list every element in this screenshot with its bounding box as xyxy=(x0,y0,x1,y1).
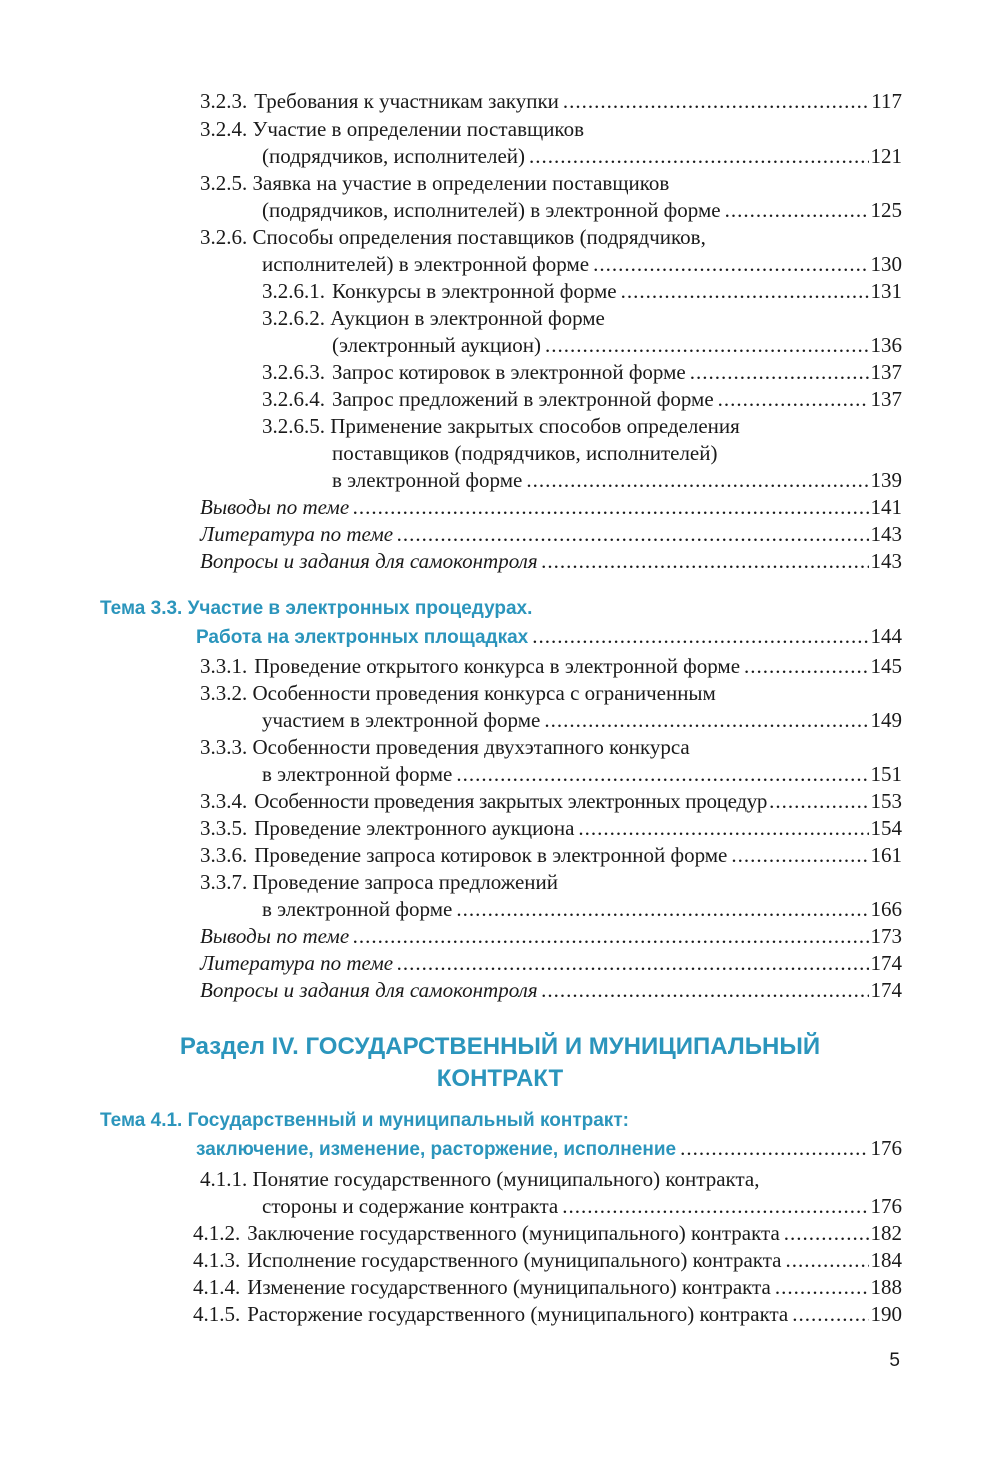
toc-entry-4-1-2 xyxy=(193,1218,902,1248)
entry-title: Требования к участникам закупки xyxy=(254,89,559,113)
entry-number: 3.2.3. xyxy=(200,89,248,113)
entry-number: 3.2.5. xyxy=(200,171,248,195)
toc-entry-3-2-6-5-cont2 xyxy=(332,465,902,495)
entry-title-continued: (подрядчиков, исполнителей) xyxy=(262,144,526,168)
topic-4-1-heading xyxy=(100,1106,629,1136)
toc-conclusions-3-3 xyxy=(200,921,902,951)
toc-entry-3-2-6-5-cont1 xyxy=(332,438,717,468)
entry-title: Участие в определении поставщиков xyxy=(252,117,584,141)
toc-entry-3-2-6-5 xyxy=(262,411,740,441)
entry-page: 154 xyxy=(870,816,902,840)
dot-leader xyxy=(769,786,868,816)
entry-number: 3.2.6.4. xyxy=(262,387,325,411)
entry-title-continued: участием в электронной форме xyxy=(262,708,541,732)
toc-questions-3-2 xyxy=(200,546,902,576)
toc-entry-3-2-6-3 xyxy=(262,357,902,387)
toc-entry-3-2-6-2-cont xyxy=(332,330,902,360)
entry-page: 125 xyxy=(870,198,902,222)
entry-number: 3.2.6.3. xyxy=(262,360,325,384)
dot-leader xyxy=(545,330,868,360)
dot-leader xyxy=(792,1299,868,1329)
toc-entry-4-1-1 xyxy=(200,1164,759,1194)
entry-title-continued: (подрядчиков, исполнителей) в электронной форме xyxy=(262,198,721,222)
entry-title: Запрос предложений в электронной форме xyxy=(332,387,714,411)
entry-title: Расторжение государственного (муниципального) контракта xyxy=(247,1302,789,1326)
entry-title: Понятие государственного (муниципального) контракта, xyxy=(252,1167,760,1191)
entry-number: 3.3.7. xyxy=(200,870,248,894)
topic-label: Тема 4.1. xyxy=(100,1110,183,1131)
entry-page: 153 xyxy=(870,789,902,813)
dot-leader xyxy=(353,492,868,522)
entry-title: Проведение открытого конкурса в электронной форме xyxy=(254,654,741,678)
entry-page: 121 xyxy=(870,144,902,168)
dot-leader xyxy=(593,249,868,279)
entry-number: 3.2.6.5. xyxy=(262,414,325,438)
entry-number: 3.3.4. xyxy=(200,789,248,813)
entry-page: 188 xyxy=(870,1275,902,1299)
entry-page: 174 xyxy=(870,978,902,1002)
entry-title: Изменение государственного (муниципального) контракта xyxy=(247,1275,771,1299)
toc-entry-3-3-2-cont xyxy=(262,705,902,735)
toc-entry-4-1-3 xyxy=(193,1245,902,1275)
dot-leader xyxy=(725,195,869,225)
dot-leader xyxy=(775,1272,869,1302)
dot-leader xyxy=(784,1218,869,1248)
dot-leader xyxy=(544,705,868,735)
entry-title: Проведение электронного аукциона xyxy=(254,816,575,840)
toc-entry-3-2-6-2 xyxy=(262,303,605,333)
section-title-line-2: КОНТРАКТ xyxy=(436,1065,564,1092)
entry-title: Выводы по теме xyxy=(200,924,350,948)
toc-entry-3-3-6 xyxy=(200,840,902,870)
toc-questions-3-3 xyxy=(200,975,902,1005)
entry-page: 143 xyxy=(870,522,902,546)
topic-title: Участие в электронных процедурах. xyxy=(187,598,533,619)
entry-title: Проведение запроса котировок в электронной форме xyxy=(254,843,728,867)
entry-page: 190 xyxy=(870,1302,902,1326)
entry-title: Особенности проведения закрытых электронных процедур xyxy=(254,789,768,813)
entry-page: 145 xyxy=(870,654,902,678)
entry-title: Способы определения поставщиков (подрядчиков, xyxy=(252,225,706,249)
topic-title-continued: заключение, изменение, расторжение, исполнение xyxy=(196,1139,677,1160)
dot-leader xyxy=(456,759,868,789)
entry-title: Вопросы и задания для самоконтроля xyxy=(200,978,538,1002)
entry-title: Аукцион в электронной форме xyxy=(330,306,605,330)
dot-leader xyxy=(718,384,869,414)
toc-entry-4-1-4 xyxy=(193,1272,902,1302)
toc-entry-3-3-5 xyxy=(200,813,902,843)
entry-number: 3.3.2. xyxy=(200,681,248,705)
toc-entry-3-2-6 xyxy=(200,222,706,252)
toc-entry-3-2-4 xyxy=(200,114,584,144)
entry-title: Литература по теме xyxy=(200,951,394,975)
entry-number: 3.3.5. xyxy=(200,816,248,840)
dot-leader xyxy=(621,276,869,306)
dot-leader xyxy=(731,840,868,870)
entry-title: Конкурсы в электронной форме xyxy=(332,279,617,303)
dot-leader xyxy=(456,894,868,924)
dot-leader xyxy=(744,651,868,681)
toc-entry-3-2-4-cont xyxy=(262,141,902,171)
topic-title-continued: Работа на электронных площадках xyxy=(196,627,529,648)
entry-title: Запрос котировок в электронной форме xyxy=(332,360,686,384)
entry-number: 4.1.1. xyxy=(200,1167,248,1191)
entry-number: 3.2.6.2. xyxy=(262,306,325,330)
entry-title-continued: стороны и содержание контракта xyxy=(262,1194,559,1218)
toc-entry-3-2-6-4 xyxy=(262,384,902,414)
toc-entry-4-1-1-cont xyxy=(262,1191,902,1221)
dot-leader xyxy=(563,86,869,116)
entry-number: 4.1.3. xyxy=(193,1248,241,1272)
toc-literature-3-3 xyxy=(200,948,902,978)
entry-number: 3.3.3. xyxy=(200,735,248,759)
toc-entry-3-2-6-cont xyxy=(262,249,902,279)
entry-title: Заявка на участие в определении поставщиков xyxy=(252,171,670,195)
entry-page: 136 xyxy=(870,333,902,357)
entry-page: 144 xyxy=(870,624,902,648)
toc-entry-3-3-4 xyxy=(200,786,902,816)
toc-entry-3-2-6-1 xyxy=(262,276,902,306)
entry-title-continued: в электронной форме xyxy=(332,468,523,492)
toc-literature-3-2 xyxy=(200,519,902,549)
entry-title: Особенности проведения конкурса с ограниченным xyxy=(252,681,716,705)
entry-title: Проведение запроса предложений xyxy=(252,870,558,894)
dot-leader xyxy=(680,1133,868,1163)
entry-page: 161 xyxy=(870,843,902,867)
entry-page: 137 xyxy=(870,387,902,411)
entry-title: Литература по теме xyxy=(200,522,394,546)
entry-page: 117 xyxy=(871,89,902,113)
entry-page: 137 xyxy=(870,360,902,384)
toc-entry-3-3-3 xyxy=(200,732,690,762)
section-title-line-1: Раздел IV. ГОСУДАРСТВЕННЫЙ И МУНИЦИПАЛЬНЫЙ xyxy=(179,1033,821,1060)
topic-3-3-heading-cont xyxy=(196,621,902,651)
entry-page: 130 xyxy=(870,252,902,276)
entry-title-continued: в электронной форме xyxy=(262,897,453,921)
entry-number: 4.1.5. xyxy=(193,1302,241,1326)
dot-leader xyxy=(542,546,869,576)
entry-page: 139 xyxy=(870,468,902,492)
toc-entry-3-3-3-cont xyxy=(262,759,902,789)
topic-4-1-heading-cont xyxy=(196,1133,902,1163)
entry-page: 143 xyxy=(870,549,902,573)
dot-leader xyxy=(529,141,868,171)
entry-title-continued: исполнителей) в электронной форме xyxy=(262,252,590,276)
entry-number: 3.2.6.1. xyxy=(262,279,325,303)
entry-page: 151 xyxy=(870,762,902,786)
dot-leader xyxy=(397,519,868,549)
entry-page: 184 xyxy=(870,1248,902,1272)
entry-title-continued: в электронной форме xyxy=(262,762,453,786)
entry-page: 166 xyxy=(870,897,902,921)
entry-page: 141 xyxy=(870,495,902,519)
entry-title: Особенности проведения двухэтапного конкурса xyxy=(252,735,690,759)
dot-leader xyxy=(532,621,868,651)
toc-entry-3-3-2 xyxy=(200,678,716,708)
entry-number: 3.3.1. xyxy=(200,654,248,678)
section-4-heading xyxy=(100,1031,900,1095)
entry-title: Исполнение государственного (муниципального) контракта xyxy=(247,1248,782,1272)
entry-page: 176 xyxy=(870,1194,902,1218)
entry-page: 173 xyxy=(870,924,902,948)
dot-leader xyxy=(562,1191,868,1221)
dot-leader xyxy=(397,948,868,978)
entry-page: 176 xyxy=(870,1136,902,1160)
page-number: 5 xyxy=(889,1350,900,1371)
toc-conclusions-3-2 xyxy=(200,492,902,522)
toc-entry-4-1-5 xyxy=(193,1299,902,1329)
dot-leader xyxy=(690,357,869,387)
entry-page: 182 xyxy=(870,1221,902,1245)
toc-entry-3-3-7 xyxy=(200,867,558,897)
topic-3-3-heading xyxy=(100,594,532,624)
entry-page: 131 xyxy=(870,279,902,303)
dot-leader xyxy=(353,921,868,951)
entry-title-continued: поставщиков (подрядчиков, исполнителей) xyxy=(332,441,718,465)
entry-title: Заключение государственного (муниципального) контракта xyxy=(247,1221,780,1245)
entry-title: Вопросы и задания для самоконтроля xyxy=(200,549,538,573)
dot-leader xyxy=(542,975,869,1005)
entry-number: 3.2.6. xyxy=(200,225,248,249)
entry-number: 4.1.4. xyxy=(193,1275,241,1299)
entry-number: 3.2.4. xyxy=(200,117,248,141)
entry-title-continued: (электронный аукцион) xyxy=(332,333,542,357)
toc-entry-3-2-5 xyxy=(200,168,669,198)
entry-title: Применение закрытых способов определения xyxy=(330,414,740,438)
dot-leader xyxy=(526,465,868,495)
toc-entry-3-2-3 xyxy=(200,86,902,116)
topic-title: Государственный и муниципальный контракт: xyxy=(187,1110,629,1131)
dot-leader xyxy=(578,813,868,843)
entry-number: 4.1.2. xyxy=(193,1221,241,1245)
toc-entry-3-2-5-cont xyxy=(262,195,902,225)
entry-page: 149 xyxy=(870,708,902,732)
topic-label: Тема 3.3. xyxy=(100,598,183,619)
entry-page: 174 xyxy=(870,951,902,975)
toc-entry-3-3-1 xyxy=(200,651,902,681)
toc-entry-3-3-7-cont xyxy=(262,894,902,924)
dot-leader xyxy=(785,1245,868,1275)
entry-number: 3.3.6. xyxy=(200,843,248,867)
entry-title: Выводы по теме xyxy=(200,495,350,519)
